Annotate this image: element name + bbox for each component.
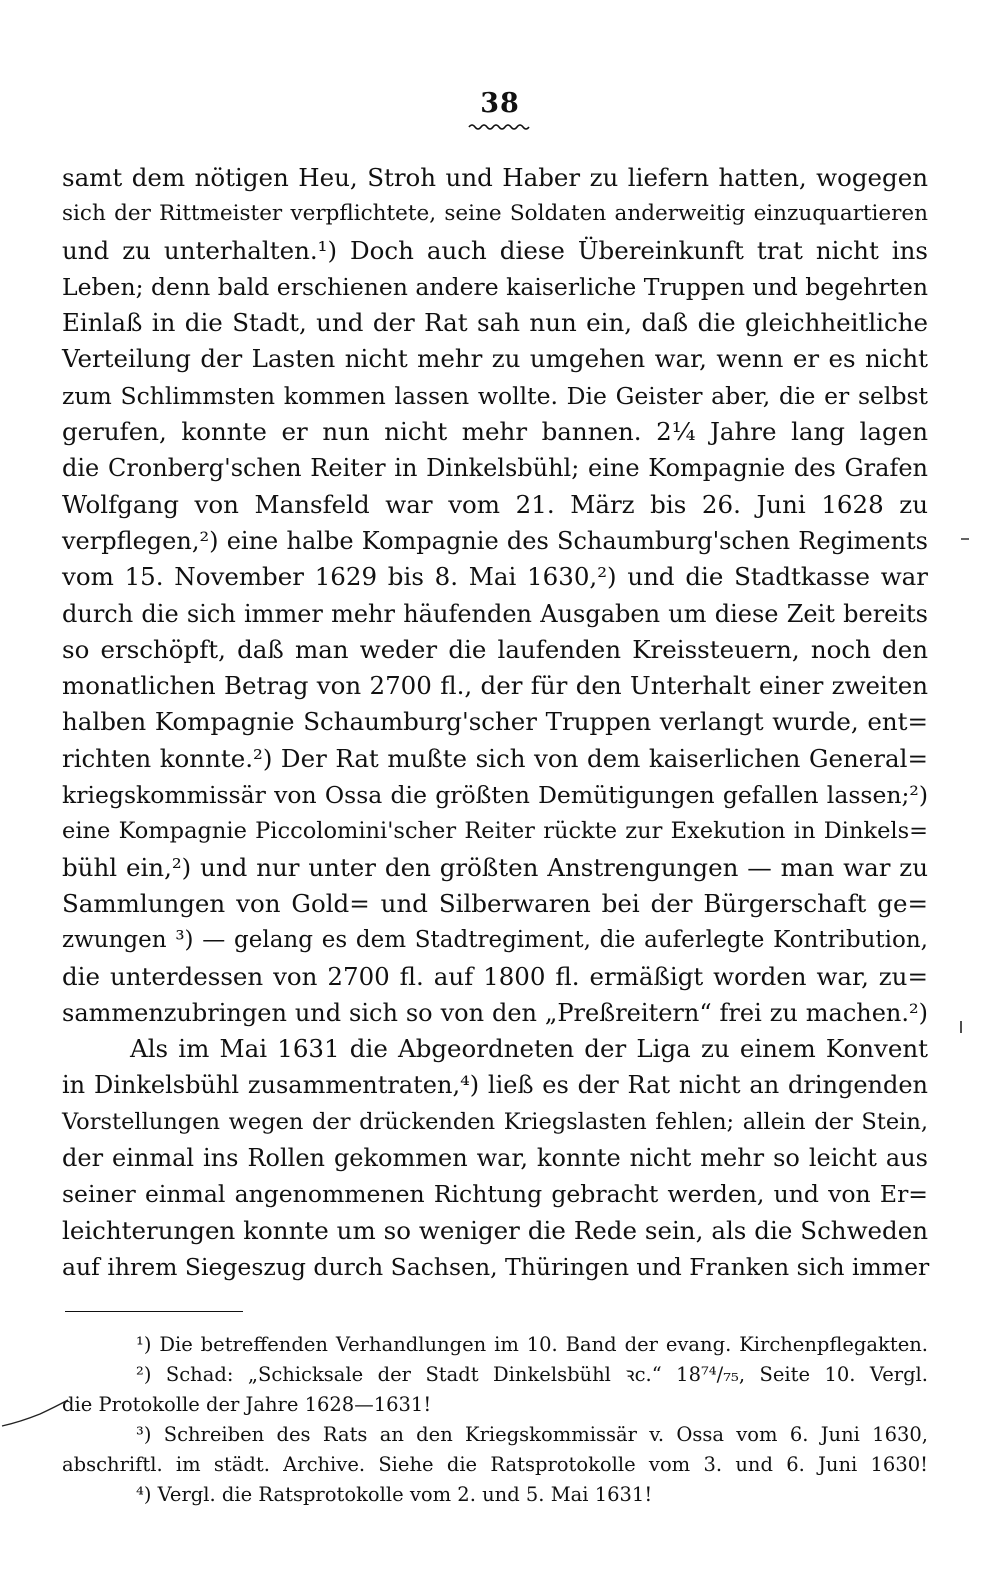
text-line: so erschöpft, daß man weder die laufenden Kreissteuern, noch den <box>62 634 928 664</box>
footnote-4: ⁴) Vergl. die Ratsprotokolle vom 2. und 5. Mai 1631! <box>136 1483 653 1506</box>
main-text <box>62 160 928 1285</box>
margin-tick-mark <box>957 1020 965 1034</box>
text-line: richten konnte.²) Der Rat mußte sich von dem kaiserlichen General= <box>62 743 928 773</box>
text-line-paragraph-start: Als im Mai 1631 die Abgeordneten der Liga zu einem Konvent <box>130 1034 928 1064</box>
text-line: Vorstellungen wegen der drückenden Kriegslasten fehlen; allein der Stein, <box>62 1108 928 1135</box>
page-number: 38 <box>480 88 520 119</box>
text-line: die Cronberg'schen Reiter in Dinkelsbühl; eine Kompagnie des Grafen <box>62 454 928 483</box>
text-line: bühl ein,²) und nur unter den größten Anstrengungen — man war zu <box>62 852 928 882</box>
text-line: in Dinkelsbühl zusammentraten,⁴) ließ es der Rat nicht an dringenden <box>62 1071 928 1100</box>
margin-pen-mark <box>0 1392 70 1432</box>
text-line: Wolfgang von Mansfeld war vom 21. März bis 26. Juni 1628 zu <box>62 489 928 519</box>
text-line: samt dem nötigen Heu, Stroh und Haber zu liefern hatten, wogegen <box>62 163 928 192</box>
footnote-1: ¹) Die betreffenden Verhandlungen im 10. Band der evang. Kirchenpflegakten. <box>136 1333 928 1356</box>
text-line: zwungen ³) — gelang es dem Stadtregiment, die auferlegte Kontribution, <box>62 927 928 954</box>
text-line: und zu unterhalten.¹) Doch auch diese Übereinkunft trat nicht ins <box>62 235 928 265</box>
text-line: halben Kompagnie Schaumburg'scher Truppen verlangt wurde, ent= <box>62 707 928 737</box>
text-line: Sammlungen von Gold= und Silberwaren bei der Bürgerschaft ge= <box>62 888 928 918</box>
text-line: auf ihrem Siegeszug durch Sachsen, Thüringen und Franken sich immer <box>62 1252 930 1281</box>
text-line: vom 15. November 1629 bis 8. Mai 1630,²) und die Stadtkasse war <box>62 562 928 592</box>
footnotes <box>62 1330 928 1510</box>
text-line: kriegskommissär von Ossa die größten Demütigungen gefallen lassen;²) <box>62 781 928 810</box>
footnote-2: ²) Schad: „Schicksale der Stadt Dinkelsbühl ꝛc.“ 18⁷⁴/₇₅, Seite 10. Vergl. <box>136 1363 928 1386</box>
text-line: Verteilung der Lasten nicht mehr zu umgehen war, wenn er es nicht <box>62 344 928 374</box>
footnote-3-continuation: abschriftl. im städt. Archive. Siehe die Ratsprotokolle vom 3. und 6. Juni 1630! <box>62 1453 928 1476</box>
footnote-2-continuation: die Protokolle der Jahre 1628—1631! <box>62 1393 432 1416</box>
margin-dash-mark <box>960 536 970 542</box>
text-line: Einlaß in die Stadt, und der Rat sah nun ein, daß die gleichheitliche <box>62 308 928 338</box>
text-line: durch die sich immer mehr häufenden Ausgaben um diese Zeit bereits <box>62 599 928 628</box>
footnote-separator <box>65 1311 243 1312</box>
text-line: gerufen, konnte er nun nicht mehr bannen. 2¼ Jahre lang lagen <box>62 417 928 447</box>
text-line: seiner einmal angenommenen Richtung gebracht werden, und von Er= <box>62 1180 928 1209</box>
text-line: leichterungen konnte um so weniger die Rede sein, als die Schweden <box>62 1215 928 1245</box>
page-number-ornament <box>468 122 530 132</box>
text-line: monatlichen Betrag von 2700 fl., der für den Unterhalt einer zweiten <box>62 671 928 701</box>
text-line: sammenzubringen und sich so von den „Preßreitern“ frei zu machen.²) <box>62 998 928 1027</box>
footnote-3: ³) Schreiben des Rats an den Kriegskommissär v. Ossa vom 6. Juni 1630, <box>136 1423 928 1446</box>
text-line: die unterdessen von 2700 fl. auf 1800 fl. ermäßigt worden war, zu= <box>62 961 928 991</box>
text-line: zum Schlimmsten kommen lassen wollte. Die Geister aber, die er selbst <box>62 381 928 410</box>
text-line: der einmal ins Rollen gekommen war, konnte nicht mehr so leicht aus <box>62 1144 928 1173</box>
text-line: Leben; denn bald erschienen andere kaiserliche Truppen und begehrten <box>62 272 928 301</box>
text-line: eine Kompagnie Piccolomini'scher Reiter rückte zur Exekution in Dinkels= <box>62 818 928 845</box>
text-line: sich der Rittmeister verpflichtete, seine Soldaten anderweitig einzuquartieren <box>62 201 928 227</box>
text-line: verpflegen,²) eine halbe Kompagnie des Schaumburg'schen Regiments <box>62 526 928 555</box>
